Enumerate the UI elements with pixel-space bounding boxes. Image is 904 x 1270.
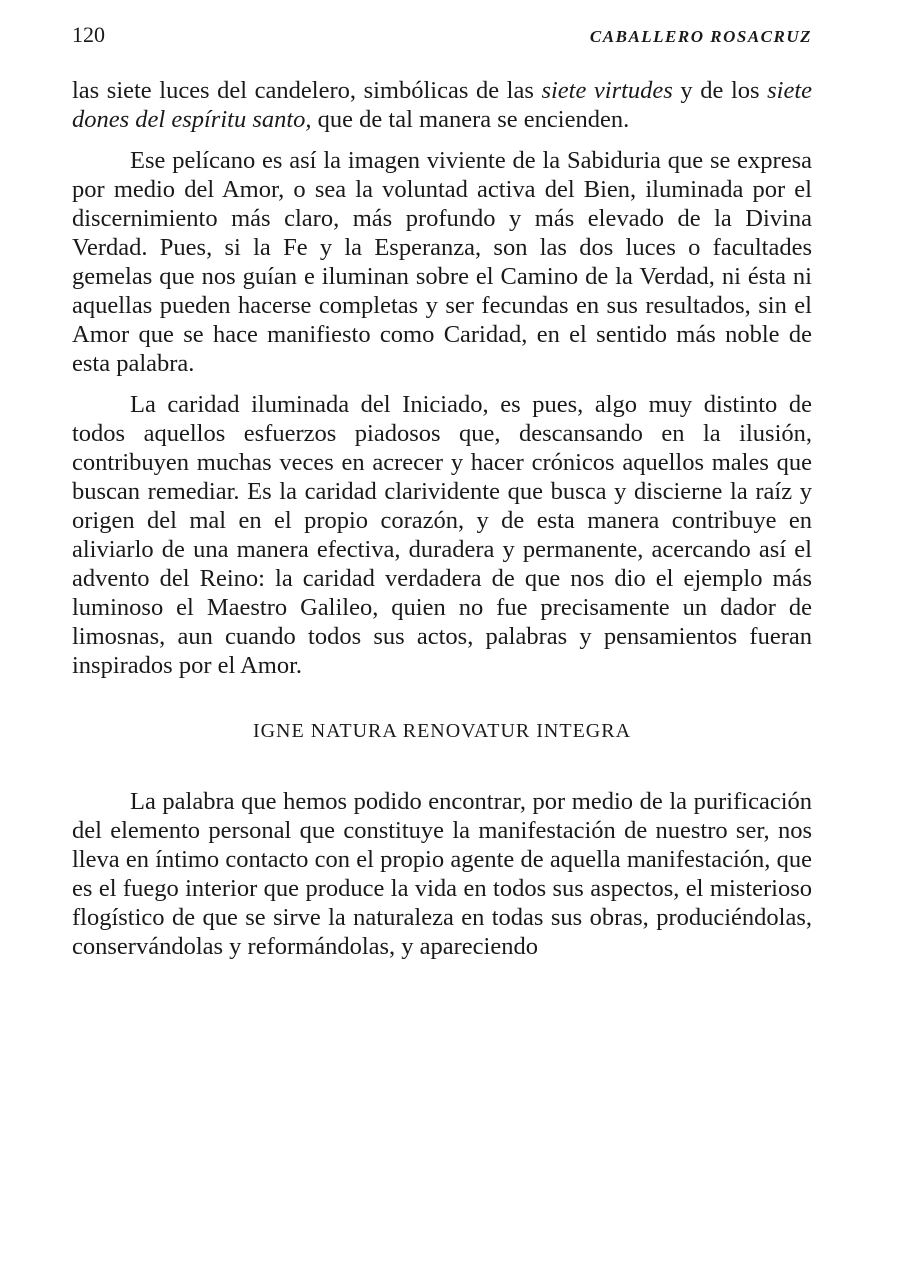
paragraph-3: La caridad iluminada del Iniciado, es pues, algo muy distinto de todos aquellos esfuerzos piadosos que, descansando en la ilusión, contribuyen muchas veces en acrecer y hacer crónicos aquellos males que buscan remediar. Es la caridad clarividente que busca y discierne la raíz y origen del mal en el propio corazón, y de esta manera contribuye en aliviarlo de una manera efectiva, duradera y permanente, acercando así el advento del Reino: la caridad verdadera de que nos dio el ejemplo más luminoso el Maestro Galileo, quien no fue precisamente un dador de limosnas, aun cuando todos sus actos, palabras y pensamientos fueran inspirados por el Amor. [72,391,812,679]
paragraph-1 [72,76,812,134]
paragraph-1-italic-b: siete dones del espíritu santo, [72,77,813,133]
paragraph-1-text-b: y de los [680,77,768,104]
paragraph-4: La palabra que hemos podido encontrar, por medio de la purificación del elemento personal que constituye la manifestación de nuestro ser, nos lleva en íntimo contacto con el propio agente de aquella manifestación, que es el fuego interior que produce la vida en todos sus aspectos, el misterioso flogístico de que se sirve la naturaleza en todas sus obras, produciéndolas, conservándolas y reformándolas, y apareciendo [72,788,812,960]
paragraph-1-text-a: las siete luces del candelero, simbólicas de las [72,77,542,104]
page-number: 120 [72,22,105,47]
running-head: CABALLERO ROSACRUZ [589,27,812,46]
page-header [72,22,812,62]
paragraph-1-text-c: que de tal manera se [311,106,518,133]
book-page [72,22,812,961]
paragraph-1-text-d: encienden. [523,106,630,133]
paragraph-1-italic-a: siete virtudes [541,77,673,104]
section-heading: IGNE NATURA RENOVATUR INTEGRA [252,720,632,742]
paragraph-2: Ese pelícano es así la imagen viviente de la Sabiduria que se expresa por medio del Amor, o sea la voluntad activa del Bien, iluminada por el discernimiento más claro, más profundo y más elevado de la Divina Verdad. Pues, si la Fe y la Esperanza, son las dos luces o facultades gemelas que nos guían e iluminan sobre el Camino de la Verdad, ni ésta ni aquellas pueden hacerse completas y ser fecundas en sus resultados, sin el Amor que se hace manifiesto como Caridad, en el sentido más noble de esta palabra. [72,147,812,377]
